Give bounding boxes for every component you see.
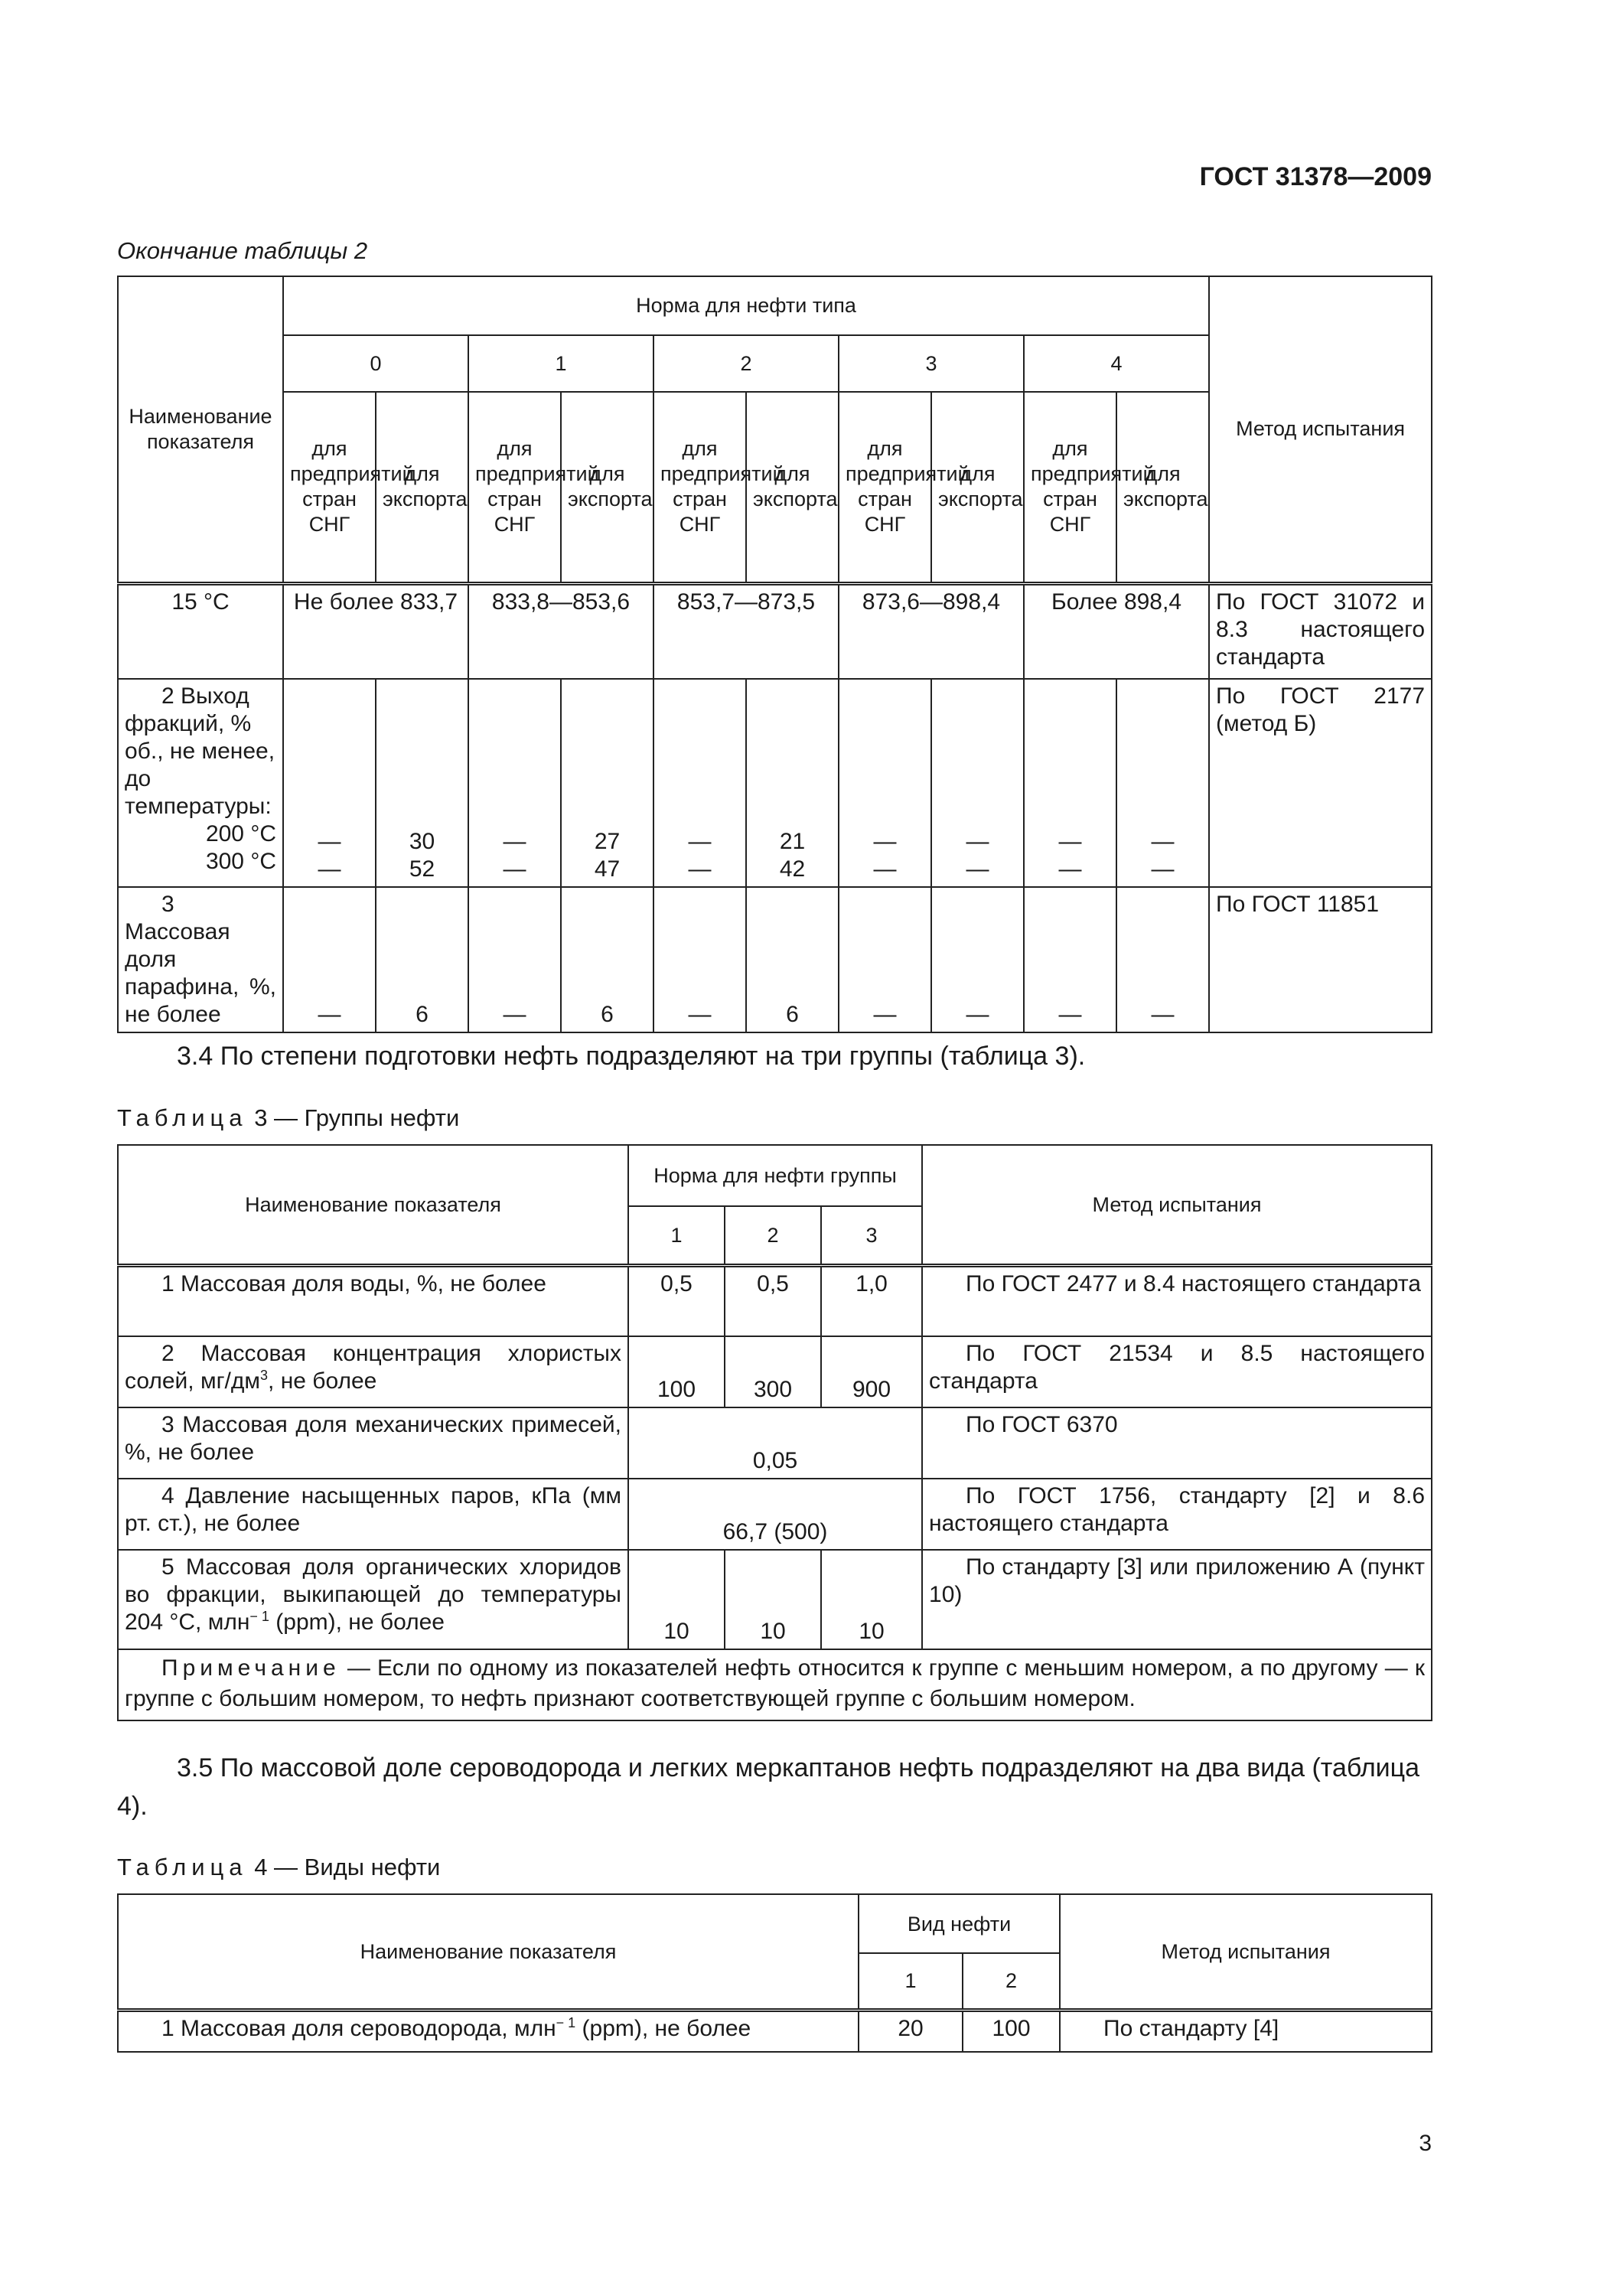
table2-sub-cis: для предприятий стран СНГ — [283, 392, 376, 583]
table4-caption-title: 4 — Виды нефти — [254, 1854, 441, 1880]
table4-row1-value: 20 — [859, 2010, 963, 2052]
table2-header-norm: Норма для нефти типа — [283, 276, 1209, 335]
table2 — [117, 276, 1432, 1033]
row5-name-text: 5 Массовая доля органических хлоридов во фракции, выкипающей до температуры 204 °С, млн — [125, 1554, 621, 1635]
table2-fractions-cell — [561, 679, 653, 887]
fractions-200-value: — — [503, 829, 526, 854]
table2-paraffin-value: 6 — [376, 887, 468, 1032]
fractions-200-value: — — [1058, 829, 1082, 854]
table2-fractions-cell — [283, 679, 376, 887]
row5-name-tail: (ppm), не более — [269, 1609, 445, 1635]
table3-row5-method: По стандарту [3] или приложению А (пункт 10) — [922, 1550, 1432, 1649]
table2-header-method: Метод испытания — [1209, 276, 1432, 583]
table2-type-3: 3 — [839, 335, 1024, 392]
t4-row1-name-sup: − 1 — [556, 2014, 576, 2030]
table3-group-1: 1 — [628, 1206, 725, 1265]
table3-row5-value: 10 — [821, 1550, 922, 1649]
table2-row-fractions-name — [118, 679, 283, 887]
table2-type-2: 2 — [653, 335, 839, 392]
table2-sub-cis: для предприятий стран СНГ — [839, 392, 931, 583]
fractions-300-value: 42 — [779, 856, 806, 882]
fractions-300-value: — — [688, 856, 712, 882]
table2-row-15c-type1: 833,8—853,6 — [468, 583, 653, 679]
table2-type-0: 0 — [283, 335, 468, 392]
table3-row3-value: 0,05 — [628, 1407, 922, 1479]
table4-caption — [117, 1854, 440, 1881]
table2-fractions-cell — [468, 679, 561, 887]
fractions-300-value: — — [503, 856, 526, 882]
table2-sub-export: для экспорта — [376, 392, 468, 583]
table2-fractions-cell — [746, 679, 839, 887]
table2-row-15c-type4: Более 898,4 — [1024, 583, 1209, 679]
fractions-200-value: — — [873, 829, 897, 854]
table4-header-name: Наименование показателя — [118, 1894, 859, 2010]
table2-fractions-cell — [839, 679, 931, 887]
table3-group-3: 3 — [821, 1206, 922, 1265]
table3-row2-value: 900 — [821, 1336, 922, 1407]
table2-row-fractions-method: По ГОСТ 2177 (метод Б) — [1209, 679, 1432, 887]
table3-row1-value: 0,5 — [725, 1265, 821, 1336]
table3-caption-prefix: Таблица — [117, 1104, 248, 1131]
fractions-300-value: — — [966, 856, 989, 882]
table4-row1-name — [118, 2010, 859, 2052]
fractions-label: 2 Выход фракций, % об., не менее, до температуры: — [125, 683, 275, 819]
table3-caption — [117, 1104, 459, 1132]
table3-row3-method: По ГОСТ 6370 — [922, 1407, 1432, 1479]
table3-note-text: — Если по одному из показателей нефть относится к группе с меньшим номером, а по другому — к группе с большим номером, то нефть признают соответствующей группе с большим номером. — [125, 1655, 1426, 1711]
table4-header-kind: Вид нефти — [859, 1894, 1060, 1953]
table2-fractions-cell — [1024, 679, 1116, 887]
table2-fractions-cell — [1116, 679, 1209, 887]
table2-paraffin-value: — — [839, 887, 931, 1032]
table2-type-4: 4 — [1024, 335, 1209, 392]
table3-row3-name: 3 Массовая доля механических примесей, %, не более — [118, 1407, 628, 1479]
table4-row1-value: 100 — [963, 2010, 1060, 2052]
table2-paraffin-value: — — [1116, 887, 1209, 1032]
table2-sub-cis: для предприятий стран СНГ — [1024, 392, 1116, 583]
table2-sub-export: для экспорта — [746, 392, 839, 583]
fractions-300-value: — — [1151, 856, 1175, 882]
table2-fractions-cell — [931, 679, 1024, 887]
fractions-200-value: 30 — [409, 829, 435, 854]
table2-row-15c-name: 15 °С — [118, 583, 283, 679]
table2-paraffin-value: — — [1024, 887, 1116, 1032]
table3-row1-value: 0,5 — [628, 1265, 725, 1336]
table2-sub-export: для экспорта — [1116, 392, 1209, 583]
row2-name-sup: 3 — [260, 1368, 269, 1383]
table4-header-method: Метод испытания — [1060, 1894, 1432, 2010]
table2-fractions-cell — [376, 679, 468, 887]
table3-row5-value: 10 — [628, 1550, 725, 1649]
table3-row2-method: По ГОСТ 21534 и 8.5 настоящего стандарта — [922, 1336, 1432, 1407]
table2-paraffin-value: 6 — [561, 887, 653, 1032]
fractions-200-value: — — [1151, 829, 1175, 854]
table2-paraffin-value: — — [283, 887, 376, 1032]
table3-header-name: Наименование показателя — [118, 1145, 628, 1265]
fractions-200-value: — — [688, 829, 712, 854]
table2-sub-export: для экспорта — [561, 392, 653, 583]
table3-row2-value: 100 — [628, 1336, 725, 1407]
table2-row-15c-type3: 873,6—898,4 — [839, 583, 1024, 679]
fractions-200-value: — — [966, 829, 989, 854]
table3-header-norm: Норма для нефти группы — [628, 1145, 922, 1206]
fractions-300-value: — — [318, 856, 341, 882]
table3-row4-method: По ГОСТ 1756, стандарту [2] и 8.6 настоящего стандарта — [922, 1479, 1432, 1550]
page-number: 3 — [1419, 2131, 1432, 2156]
fractions-200-value: — — [318, 829, 341, 854]
table2-sub-cis: для предприятий стран СНГ — [468, 392, 561, 583]
table3-note-label: Примечание — [161, 1655, 341, 1681]
fractions-300-value: — — [1058, 856, 1082, 882]
t4-row1-name-tail: (ppm), не более — [575, 2015, 751, 2041]
table3-row1-name: 1 Массовая доля воды, %, не более — [118, 1265, 628, 1336]
table2-paraffin-value: — — [468, 887, 561, 1032]
row2-name-tail: , не более — [268, 1368, 377, 1394]
t4-row1-name-text: 1 Массовая доля сероводорода, млн — [161, 2015, 556, 2041]
table3-row2-value: 300 — [725, 1336, 821, 1407]
table2-row-paraffin-name: 3 Массовая доля парафина, %, не более — [118, 887, 283, 1032]
table3-group-2: 2 — [725, 1206, 821, 1265]
table2-row-15c-type0: Не более 833,7 — [283, 583, 468, 679]
document-standard-number: ГОСТ 31378—2009 — [1199, 162, 1432, 191]
table3-row4-name: 4 Давление насыщенных паров, кПа (мм рт. ст.), не более — [118, 1479, 628, 1550]
table2-row-paraffin-method: По ГОСТ 11851 — [1209, 887, 1432, 1032]
table3-caption-title: 3 — Группы нефти — [254, 1104, 460, 1131]
table2-fractions-cell — [653, 679, 746, 887]
table4-caption-prefix: Таблица — [117, 1854, 248, 1880]
table3-note — [118, 1649, 1432, 1720]
table4-kind-2: 2 — [963, 1953, 1060, 2010]
fractions-sub-200: 200 °С — [205, 821, 276, 846]
fractions-300-value: — — [873, 856, 897, 882]
table2-sub-export: для экспорта — [931, 392, 1024, 583]
table3-row4-value: 66,7 (500) — [628, 1479, 922, 1550]
table3-header-method: Метод испытания — [922, 1145, 1432, 1265]
fractions-200-value: 27 — [594, 829, 621, 854]
table2-paraffin-value: — — [931, 887, 1024, 1032]
paragraph-3-5: 3.5 По массовой доле сероводорода и легких меркаптанов нефть подразделяют на два вида (таблица 4). — [117, 1753, 1420, 1821]
table2-row-15c-method: По ГОСТ 31072 и 8.3 настоящего стандарта — [1209, 583, 1432, 679]
table2-paraffin-value: — — [653, 887, 746, 1032]
table3-row2-name — [118, 1336, 628, 1407]
fractions-200-value: 21 — [779, 829, 806, 854]
table3 — [117, 1144, 1432, 1721]
table2-type-1: 1 — [468, 335, 653, 392]
table3-row1-value: 1,0 — [821, 1265, 922, 1336]
table2-sub-cis: для предприятий стран СНГ — [653, 392, 746, 583]
paragraph-3-4: 3.4 По степени подготовки нефть подразделяют на три группы (таблица 3). — [177, 1042, 1086, 1071]
table2-row-15c-type2: 853,7—873,5 — [653, 583, 839, 679]
table4-row1-method: По стандарту [4] — [1060, 2010, 1432, 2052]
table4 — [117, 1893, 1432, 2053]
row5-name-sup: − 1 — [249, 1609, 269, 1624]
fractions-300-value: 47 — [594, 856, 621, 882]
table4-kind-1: 1 — [859, 1953, 963, 2010]
table2-header-name: Наименование показателя — [118, 276, 283, 583]
table2-paraffin-value: 6 — [746, 887, 839, 1032]
fractions-300-value: 52 — [409, 856, 435, 882]
row2-name-text: 2 Массовая концентрация хлористых солей, мг/дм — [125, 1341, 621, 1394]
fractions-sub-300: 300 °С — [205, 849, 276, 874]
table3-row5-name — [118, 1550, 628, 1649]
table3-row1-method: По ГОСТ 2477 и 8.4 настоящего стандарта — [922, 1265, 1432, 1336]
table3-row5-value: 10 — [725, 1550, 821, 1649]
table2-caption: Окончание таблицы 2 — [117, 237, 368, 264]
